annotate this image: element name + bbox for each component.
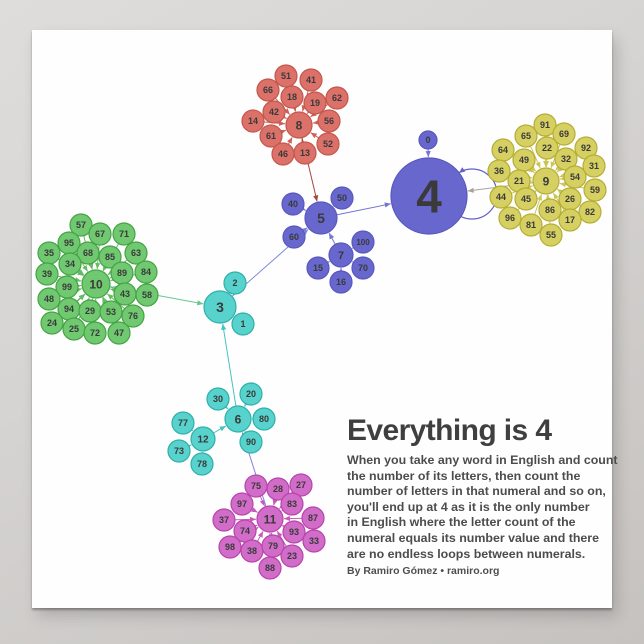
graph-node-label-74: 74 <box>239 526 251 537</box>
graph-node-label-24: 24 <box>46 318 58 329</box>
graph-node-label-18: 18 <box>286 92 298 103</box>
graph-node-label-32: 32 <box>560 154 572 165</box>
poster <box>32 30 618 608</box>
graph-node-label-67: 67 <box>94 229 106 240</box>
graph-node-label-69: 69 <box>558 129 570 140</box>
graph-node-label-73: 73 <box>173 446 185 457</box>
graph-node-label-72: 72 <box>89 328 101 339</box>
graph-node-label-10: 10 <box>89 277 103 292</box>
graph-node-label-68: 68 <box>82 248 94 259</box>
graph-node-label-52: 52 <box>322 139 334 150</box>
edge-arrowhead-icon <box>384 202 390 207</box>
graph-node-label-64: 64 <box>497 145 509 156</box>
graph-node-label-39: 39 <box>41 269 53 280</box>
graph-node-label-66: 66 <box>262 85 274 96</box>
graph-node-label-22: 22 <box>541 143 553 154</box>
graph-node-label-43: 43 <box>119 289 131 300</box>
graph-node-label-54: 54 <box>569 172 581 183</box>
graph-node-label-7: 7 <box>337 249 345 262</box>
graph-node-label-62: 62 <box>331 93 343 104</box>
graph-node-label-27: 27 <box>295 480 307 491</box>
graph-node-label-56: 56 <box>323 116 335 127</box>
graph-node-label-85: 85 <box>104 252 116 263</box>
graph-node-label-84: 84 <box>140 267 152 278</box>
graph-node-label-41: 41 <box>305 75 317 86</box>
poster-description-line: When you take any word in English and count <box>347 453 618 467</box>
edge-arrowhead-icon <box>82 265 87 271</box>
poster-description <box>347 453 625 562</box>
graph-node-label-94: 94 <box>63 304 75 315</box>
graph-node-label-97: 97 <box>236 499 248 510</box>
graph-node-label-51: 51 <box>280 71 292 82</box>
graph-node-label-88: 88 <box>264 563 276 574</box>
graph-node-label-86: 86 <box>544 205 556 216</box>
graph-node-label-47: 47 <box>113 328 125 339</box>
graph-node-label-45: 45 <box>520 194 532 205</box>
graph-node-label-75: 75 <box>250 481 262 492</box>
graph-node-label-57: 57 <box>75 220 87 231</box>
graph-node-label-40: 40 <box>287 199 299 210</box>
graph-node-label-55: 55 <box>545 230 557 241</box>
graph-node-label-1: 1 <box>240 319 246 330</box>
graph-node-label-42: 42 <box>268 107 280 118</box>
graph-node-label-65: 65 <box>520 131 532 142</box>
poster-description-line: in English where the letter count of the <box>347 515 576 530</box>
graph-node-label-6: 6 <box>234 412 242 427</box>
poster-description-line: the number of its letters, then count the <box>347 468 581 483</box>
graph-node-label-58: 58 <box>141 290 153 301</box>
edge-arrowhead-icon <box>313 195 318 201</box>
graph-node-label-9: 9 <box>542 174 550 189</box>
graph-node-label-48: 48 <box>43 294 55 305</box>
graph-node-label-44: 44 <box>495 192 507 203</box>
edge-arrowhead-icon <box>221 324 226 330</box>
graph-node-label-78: 78 <box>196 459 208 470</box>
graph-node-label-100: 100 <box>356 237 370 247</box>
graph-node-label-82: 82 <box>584 207 596 218</box>
graph-node-label-0: 0 <box>425 135 431 146</box>
edge-arrowhead-icon <box>468 188 474 193</box>
graph-node-label-46: 46 <box>277 149 289 160</box>
graph-node-label-16: 16 <box>335 277 347 288</box>
graph-node-label-50: 50 <box>336 193 348 204</box>
graph-node-label-12: 12 <box>197 434 209 446</box>
graph-node-label-34: 34 <box>64 259 76 270</box>
graph-node-label-76: 76 <box>127 311 139 322</box>
graph-node-label-19: 19 <box>309 98 321 109</box>
poster-text-block <box>347 414 625 577</box>
graph-node-label-70: 70 <box>357 263 369 274</box>
edge-arrowhead-icon <box>284 516 290 521</box>
graph-node-label-38: 38 <box>246 546 258 557</box>
graph-node-label-14: 14 <box>247 116 259 127</box>
poster-description-line: number of letters in that numeral and so on, <box>347 484 606 499</box>
graph-node-label-87: 87 <box>307 513 319 524</box>
edge-arrowhead-icon <box>311 133 317 138</box>
graph-node-label-11: 11 <box>263 512 277 527</box>
graph-node-label-20: 20 <box>245 389 257 400</box>
graph-node-label-17: 17 <box>564 215 576 226</box>
graph-node-label-37: 37 <box>218 515 230 526</box>
edge-arrowhead-icon <box>197 300 203 305</box>
graph-node-label-31: 31 <box>588 161 600 172</box>
graph-node-label-30: 30 <box>212 394 224 405</box>
graph-node-label-89: 89 <box>116 268 128 279</box>
graph-node-label-21: 21 <box>513 176 525 187</box>
graph-node-label-49: 49 <box>518 155 530 166</box>
edge-arrowhead-icon <box>426 151 431 157</box>
graph-node-label-60: 60 <box>288 232 300 243</box>
poster-byline: By Ramiro Gómez • ramiro.org <box>347 565 500 578</box>
graph-node-label-61: 61 <box>265 131 277 142</box>
graph-node-label-79: 79 <box>267 541 279 552</box>
graph-node-label-63: 63 <box>130 248 142 259</box>
graph-node-label-25: 25 <box>68 324 80 335</box>
graph-node-label-81: 81 <box>525 220 537 231</box>
graph-node-label-80: 80 <box>258 414 270 425</box>
graph-node-label-96: 96 <box>504 213 516 224</box>
poster-description-line: numeral equals its number value and there <box>347 530 600 545</box>
graph-node-label-13: 13 <box>299 148 311 159</box>
graph-node-label-15: 15 <box>312 263 324 274</box>
graph-node-label-8: 8 <box>295 118 303 133</box>
graph-node-label-33: 33 <box>308 536 320 547</box>
graph-node-label-26: 26 <box>564 194 576 205</box>
graph-node-label-36: 36 <box>493 166 505 177</box>
poster-description-line: are no endless loops between numerals. <box>347 546 586 561</box>
graph-node-label-4: 4 <box>416 170 442 223</box>
graph-node-label-28: 28 <box>272 484 284 495</box>
poster-title: Everything is 4 <box>347 414 552 447</box>
graph-node-label-5: 5 <box>317 210 325 227</box>
graph-node-label-83: 83 <box>286 499 298 510</box>
graph-node-label-29: 29 <box>84 306 96 317</box>
graph-node-label-2: 2 <box>232 278 238 289</box>
graph-node-label-91: 91 <box>539 120 551 131</box>
edge-arrowhead-icon <box>537 194 542 201</box>
edge-arrowhead-icon <box>553 193 558 199</box>
poster-description-line: you'll end up at 4 as it is the only number <box>347 499 590 514</box>
edge-arrowhead-icon <box>551 161 556 168</box>
graph-node-label-77: 77 <box>177 418 189 429</box>
graph-node-label-71: 71 <box>118 229 130 240</box>
graph-node-label-90: 90 <box>245 437 257 448</box>
graph-node-label-59: 59 <box>589 185 601 196</box>
graph-node-label-23: 23 <box>286 551 298 562</box>
graph-node-label-93: 93 <box>288 527 300 538</box>
graph-node-label-99: 99 <box>61 282 73 293</box>
graph-node-label-3: 3 <box>216 299 224 316</box>
graph-node-label-95: 95 <box>63 238 75 249</box>
graph-node-label-98: 98 <box>224 542 236 553</box>
graph-node-label-53: 53 <box>105 307 117 318</box>
graph-node-label-92: 92 <box>580 143 592 154</box>
graph-node-label-35: 35 <box>43 248 55 259</box>
